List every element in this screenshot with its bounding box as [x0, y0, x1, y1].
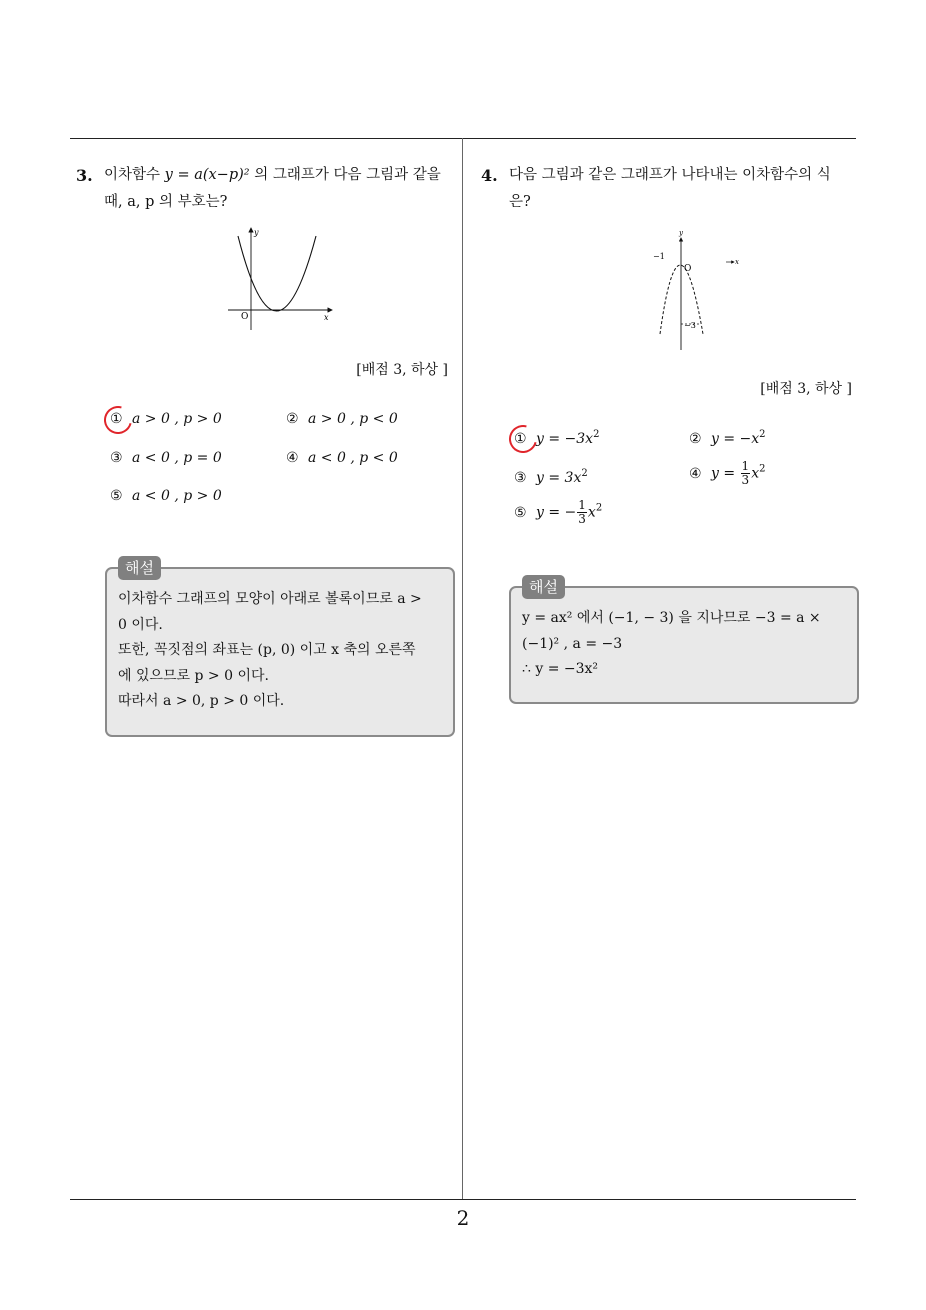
q4-parabola-graph: [646, 228, 742, 352]
top-rule: [70, 138, 856, 139]
q4-score: [배점 3, 하상 ]: [760, 381, 852, 397]
q3-choice-1[interactable]: [110, 411, 222, 427]
q4-choice-3-mark: ③: [514, 470, 527, 486]
q4-x-label: x: [735, 258, 739, 266]
q4-solution-line: (−1)² , a = −3: [522, 635, 623, 652]
q4-solution-text: [522, 606, 852, 683]
q3-choice-1-mark: ①: [110, 411, 123, 427]
q4-choice-3-exponent: 2: [581, 468, 588, 479]
q4-choice-4-exponent: 2: [759, 463, 766, 475]
q4-solution-tag: 해설: [522, 575, 565, 599]
q4-choice-4[interactable]: [689, 460, 765, 487]
q3-choice-5-mark: ⑤: [110, 488, 123, 504]
q3-y-label: y: [254, 228, 259, 237]
q4-choice-4-mark: ④: [689, 465, 702, 482]
q3-solution-text: [118, 587, 448, 715]
bottom-rule: [70, 1199, 856, 1200]
q3-line1-post: 의 그래프가 다음 그림과 같을: [249, 167, 441, 183]
q3-choice-5[interactable]: [110, 488, 222, 504]
q4-choice-5-numerator: 1: [578, 498, 586, 512]
q4-question-line1: 다음 그림과 같은 그래프가 나타내는 이차함수의 식: [509, 167, 831, 183]
q4-choice-4-denominator: 3: [741, 473, 750, 487]
q4-choice-2-exponent: 2: [759, 429, 766, 440]
q4-choice-2-text: y = −x: [711, 431, 760, 447]
q3-choice-2-text: a > 0 , p < 0: [308, 411, 398, 427]
q3-choice-4[interactable]: [286, 450, 398, 466]
q3-line1-math: y = a(x−p)²: [164, 167, 250, 183]
q3-line1-pre: 이차함수: [104, 167, 165, 183]
q4-y-label: y: [679, 229, 683, 237]
q4-choice-2[interactable]: [689, 429, 766, 447]
page-number: 2: [456, 1206, 470, 1230]
q3-solution-line: 에 있으므로 p > 0 이다.: [118, 667, 269, 684]
q4-choice-5-denominator: 3: [578, 512, 586, 526]
q3-question: [104, 162, 459, 216]
q4-choice-4-numerator: 1: [741, 459, 750, 473]
q3-choice-3-text: a < 0 , p = 0: [132, 450, 222, 466]
q3-choice-3-mark: ③: [110, 450, 123, 466]
q3-choice-4-text: a < 0 , p < 0: [308, 450, 398, 466]
q3-choice-3[interactable]: [110, 450, 222, 466]
q4-choice-4-text-pre: y =: [711, 465, 740, 482]
q4-choice-5-fraction: [577, 499, 587, 526]
q4-choice-1[interactable]: [514, 429, 599, 447]
q4-question: [509, 162, 859, 216]
q4-solution-line: ∴ y = −3x²: [522, 661, 599, 677]
q3-choice-2-mark: ②: [286, 411, 299, 427]
q3-choice-1-text: a > 0 , p > 0: [132, 411, 222, 427]
q4-choice-4-text-post: x: [751, 465, 760, 482]
q4-choice-1-mark: ①: [514, 431, 527, 447]
q3-number: 3.: [76, 166, 93, 185]
q4-choice-3[interactable]: [514, 468, 588, 486]
q3-score: [배점 3, 하상 ]: [356, 362, 448, 378]
q4-choice-1-text: y = −3x: [536, 431, 594, 447]
q4-choice-5-exponent: 2: [595, 502, 603, 514]
q4-choice-4-fraction: [741, 460, 751, 487]
q3-solution-line: 이차함수 그래프의 모양이 아래로 볼록이므로 a >: [118, 591, 422, 607]
q3-parabola-curve: [238, 236, 316, 311]
column-divider: [462, 138, 463, 1200]
q3-question-line1: [104, 162, 459, 189]
q3-choice-2[interactable]: [286, 411, 398, 427]
q4-choice-5-text-pre: y = −: [536, 504, 577, 521]
q3-x-label: x: [324, 313, 329, 322]
q3-solution-line: 따라서 a > 0, p > 0 이다.: [118, 693, 285, 709]
q3-question-line2: 때, a, p 의 부호는?: [104, 194, 228, 210]
q4-label-minus1: −1: [653, 252, 665, 261]
q3-solution-line: 0 이다.: [118, 616, 163, 633]
q4-origin-label: O: [684, 264, 692, 274]
q4-choice-5-text-post: x: [587, 504, 596, 521]
q3-solution-tag: 해설: [118, 556, 161, 580]
q4-choice-2-mark: ②: [689, 431, 702, 447]
q3-choice-5-text: a < 0 , p > 0: [132, 488, 222, 504]
q4-choice-5[interactable]: [514, 499, 602, 526]
q4-parabola-curve: [660, 265, 703, 334]
q4-choice-3-text: y = 3x: [536, 470, 582, 486]
q3-choice-4-mark: ④: [286, 450, 299, 466]
q4-label-minus3: −3: [684, 321, 696, 330]
q4-solution-line: y = ax² 에서 (−1, − 3) 을 지나므로 −3 = a ×: [522, 610, 821, 626]
q4-question-line2: 은?: [509, 194, 531, 210]
q4-choice-5-mark: ⑤: [514, 504, 527, 521]
q3-parabola-graph: [224, 226, 336, 332]
q4-choice-1-exponent: 2: [593, 429, 600, 440]
q3-solution-line: 또한, 꼭짓점의 좌표는 (p, 0) 이고 x 축의 오른쪽: [118, 642, 416, 658]
q3-origin-label: O: [241, 312, 249, 322]
q4-number: 4.: [481, 166, 498, 185]
